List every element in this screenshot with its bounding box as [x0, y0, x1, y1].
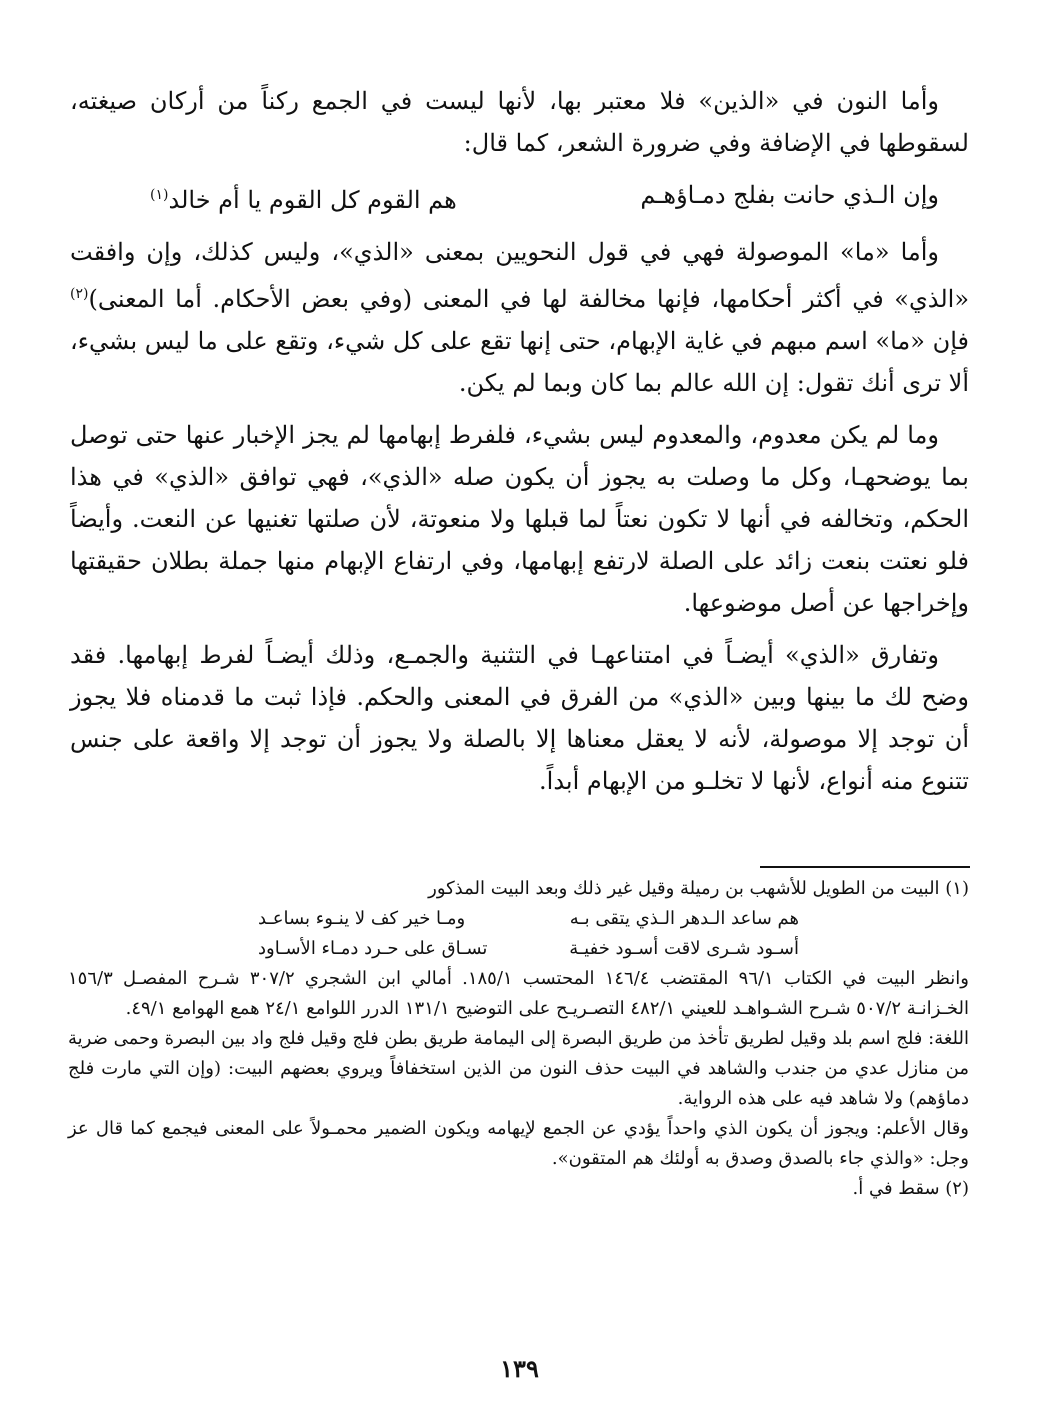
footnotes [68, 874, 969, 1204]
footnote-1-lexical: اللغة: فلج اسم بلد وقيل لطريق تأخذ من طريق البصرة إلى اليمامة طريق بطن فلج وقيل فلج واد بين البصرة وحمى ضرية من منازل عدي من جندب والشاهد في البيت حذف النون من الذين استخفافاً ويروي بعضهم البيت: (وإن التي مارت فلج دماؤهم) ولا شاهد فيه على هذه الرواية. [68, 1028, 969, 1109]
paragraph-1: وأما النون في «الذين» فلا معتبر بها، لأنها ليست في الجمع ركناً من أركان صيغته، لسقوطها في الإضافة وفي ضرورة الشعر، كما قال: [70, 87, 969, 157]
main-text [70, 80, 969, 812]
footnote-verse-1 [68, 904, 969, 934]
verse-second-hemistich-text: هم القوم كل القوم يا أم خالد [168, 186, 457, 214]
verse-first-hemistich: وإن الـذي حانت بفلج دمـاؤهـم [640, 181, 939, 209]
paragraph-3: وما لم يكن معدوم، والمعدوم ليس بشيء، فلفرط إبهامها لم يجز الإخبار عنها حتى توصل بما يوضحهـا، وكل ما وصلت به يجوز أن يكون صله «الذي»، فهي توافق «الذي» في هذا الحكم، وتخالفه في أنها لا تكون نعتاً لما قبلها ولا منعوتة، لأن صلتها تغنيها عن النعت. وأيضاً فلو نعتت بنعت زائد على الصلة لارتفع إبهامها، وفي ارتفاع الإبهام منها جملة بطلان حقيقتها وإخراجها عن أصل موضوعها. [70, 421, 969, 617]
paragraph-2-part-a: وأما «ما» الموصولة فهي في قول النحويين بمعنى «الذي»، وليس كذلك، وإن وافقت «الذي» في أكثر أحكامها، فإنها مخالفة لها في المعنى (وفي بعض الأحكام. أما المعنى) [70, 238, 969, 313]
footnote-divider [760, 866, 970, 868]
poetry-verse [70, 174, 969, 221]
footnote-1-references: وانظر البيت في الكتاب ٩٦/١ المقتضب ١٤٦/٤ المحتسب ١٨٥/١. أمالي ابن الشجري ٣٠٧/٢ شـرح المفصـل ١٥٦/٣ الخـزانـة ٥٠٧/٢ شـرح الشـواهـد للعيني ٤٨٢/١ التصـريـح على التوضيح ١٣١/١ الدرر اللوامع ٢٤/١ همع الهوامع ٤٩/١. [68, 968, 969, 1019]
page-number: ١٣٩ [500, 1354, 539, 1383]
footnote-ref-1: (١) [150, 187, 169, 203]
footnote-verse-1-right: هم ساعد الـدهر الـذي يتقى بـه [569, 908, 799, 929]
footnote-verse-1-left: ومـا خير كف لا ينـوء بساعـد [258, 908, 466, 929]
footnote-verse-2 [68, 934, 969, 964]
paragraph-2-part-b: فإن «ما» اسم مبهم في غاية الإبهام، حتى إنها تقع على كل شيء، وتقع على ما ليس بشيء، ألا ترى أنك تقول: إن الله عالم بما كان وبما لم يكن. [70, 327, 969, 397]
footnote-verse-2-right: أسـود شـرى لاقت أسـود خفيـة [569, 938, 799, 959]
footnote-2: (٢) سقط في أ. [852, 1178, 969, 1199]
footnote-1-alam: وقال الأعلم: ويجوز أن يكون الذي واحداً يؤدي عن الجمع لإيهامه ويكون الضمير محمـولاً على المعنى فيجمع كما قال عز وجل: «والذي جاء بالصدق وصدق به أولئك هم المتقون». [68, 1118, 969, 1169]
footnote-1: (١) البيت من الطويل للأشهب بن رميلة وقيل غير ذلك وبعد البيت المذكور [428, 878, 969, 899]
verse-second-hemistich [150, 174, 457, 221]
footnote-ref-2: (٢) [70, 286, 89, 302]
paragraph-4: وتفارق «الذي» أيضـاً في امتناعهـا في التثنية والجمـع، وذلك أيضـاً لفرط إبهامها. فقد وضح لك ما بينها وبين «الذي» من الفرق في المعنى والحكم. فإذا ثبت ما قدمناه فلا يجوز أن توجد إلا موصولة، لأنه لا يعقل معناها إلا بالصلة ولا يجوز أن توجد إلا واقعة على جنس تتنوع منه أنواع، لأنها لا تخلـو من الإبهام أبداً. [70, 641, 970, 795]
footnote-verse-2-left: تسـاق على حـرد دمـاء الأسـاود [258, 938, 488, 959]
paragraph-2 [70, 231, 969, 404]
